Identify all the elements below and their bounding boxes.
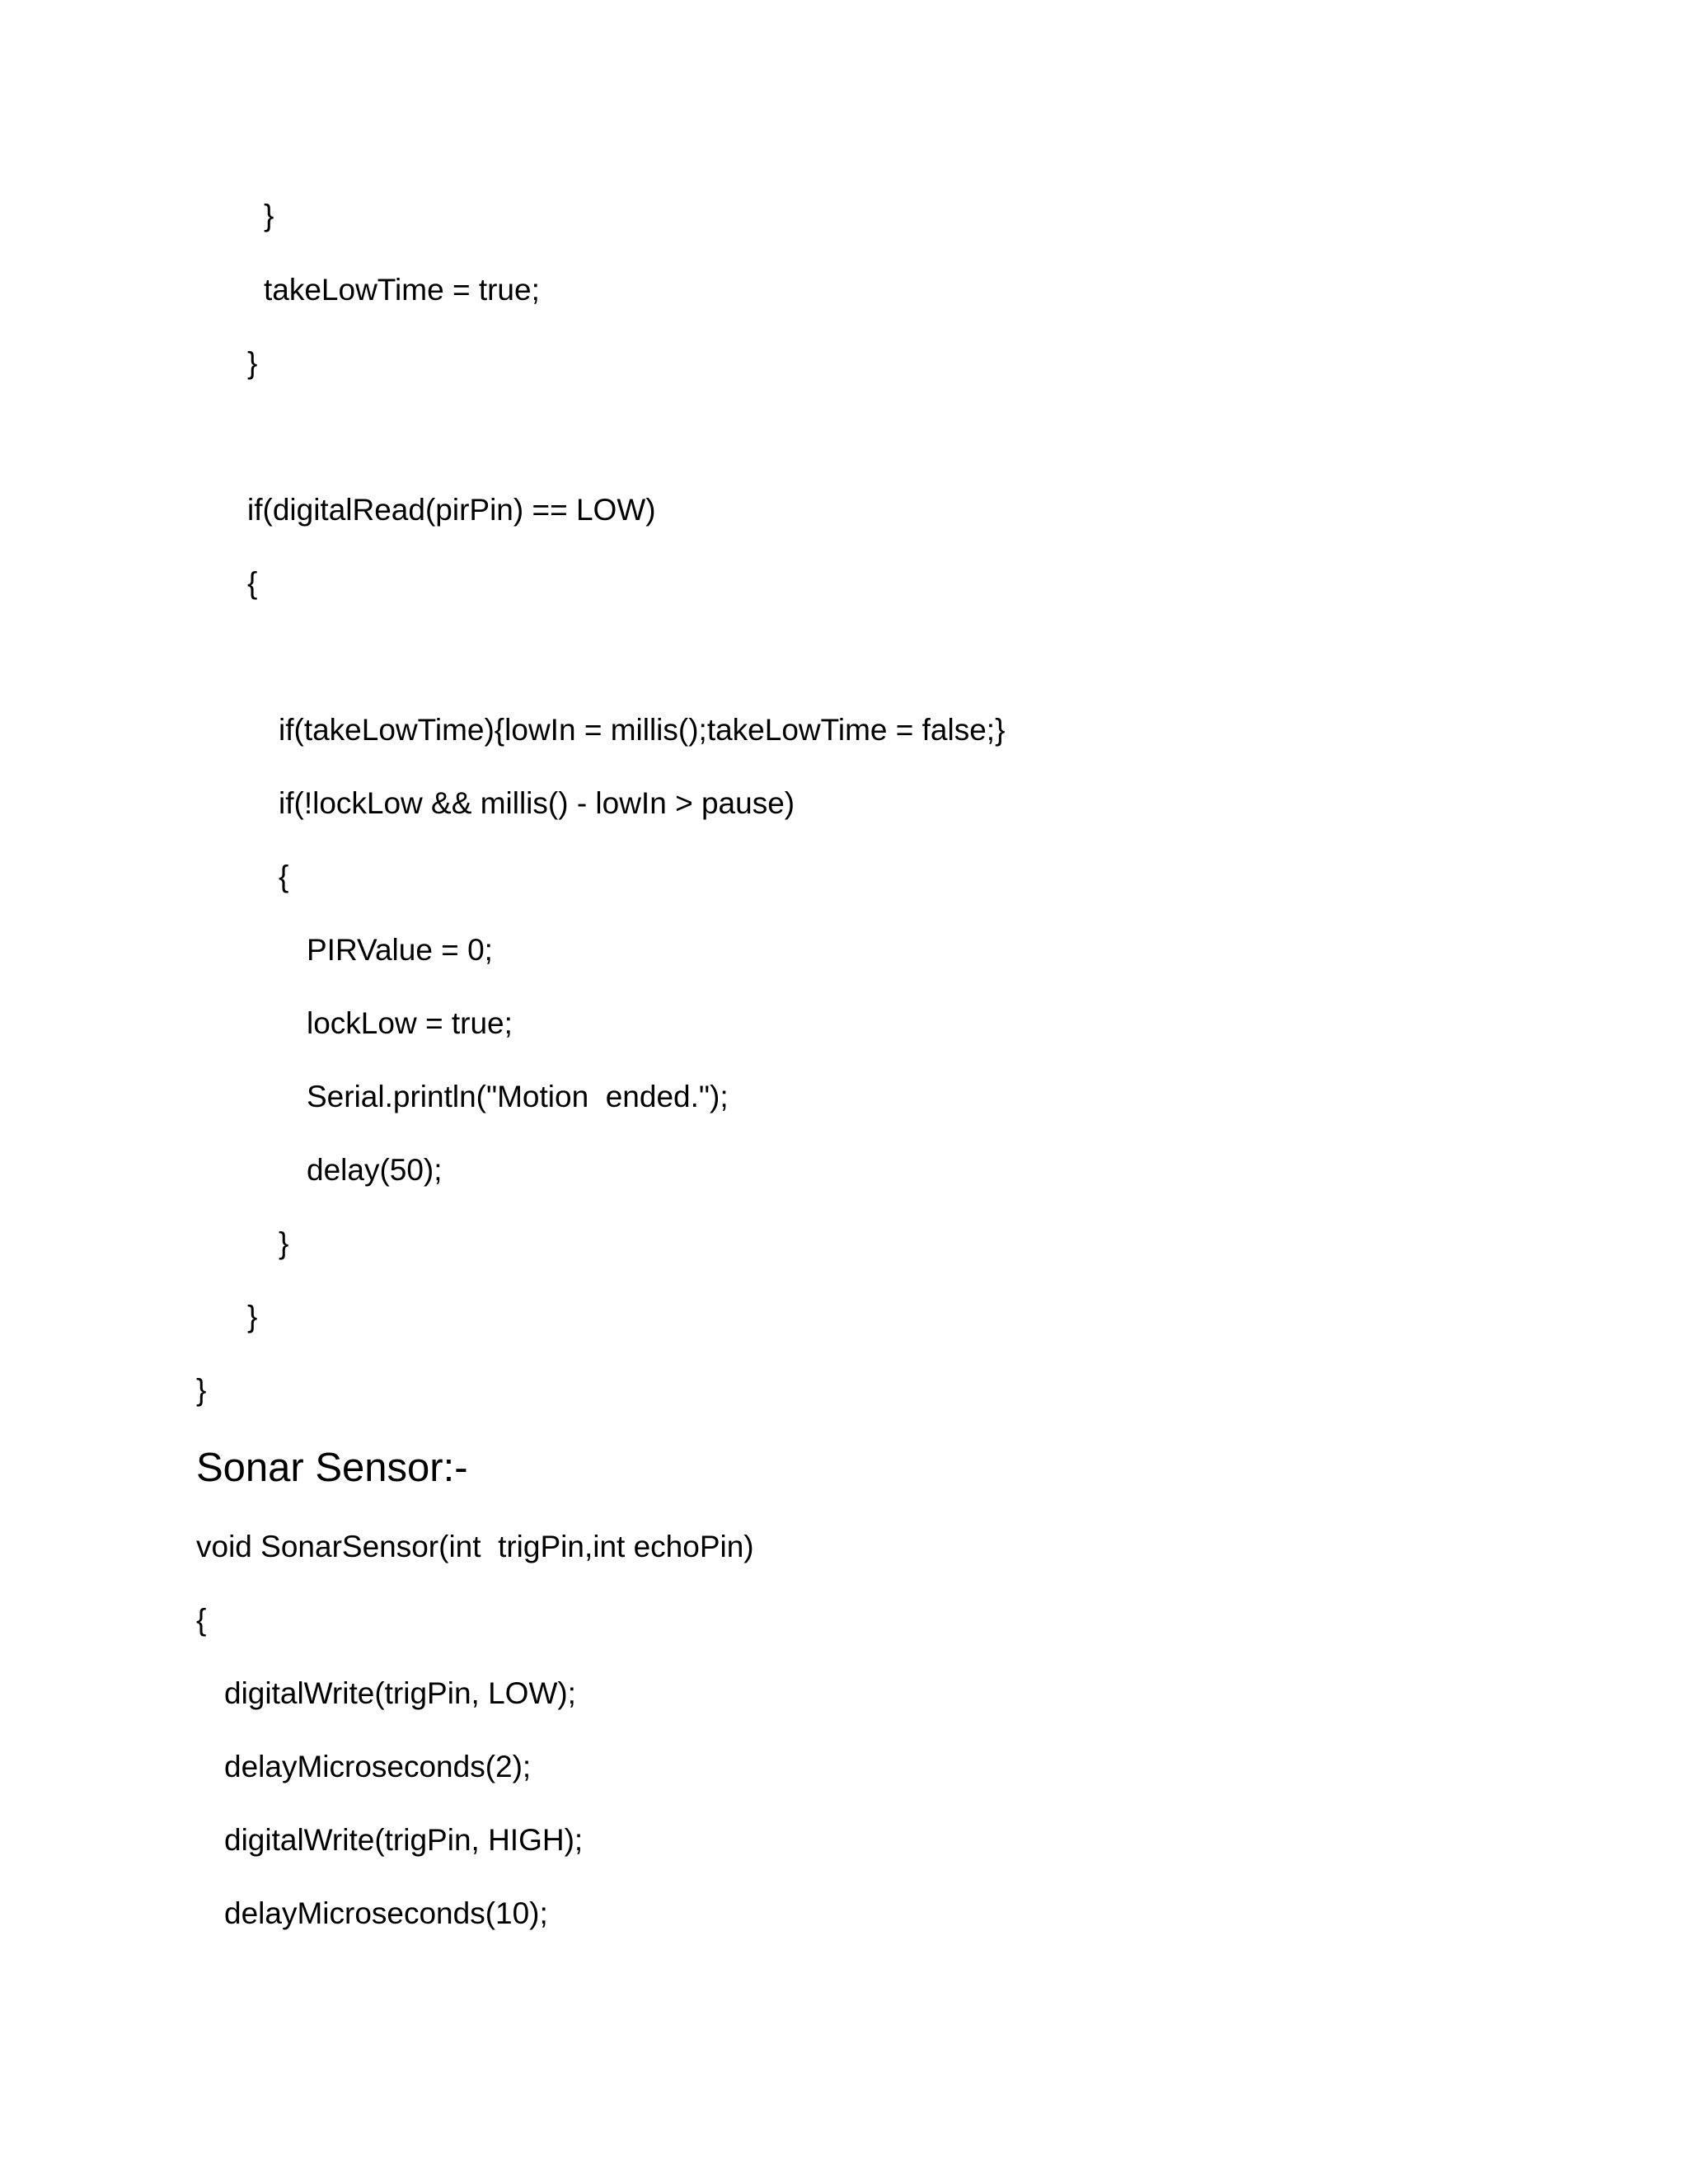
code-line: lockLow = true; — [307, 1006, 513, 1040]
code-line: void SonarSensor(int trigPin,int echoPin) — [196, 1530, 754, 1563]
code-line: Serial.println("Motion ended."); — [307, 1080, 729, 1113]
code-line: { — [196, 1603, 207, 1637]
code-line: delay(50); — [307, 1153, 443, 1187]
code-line: } — [247, 346, 258, 380]
code-line: } — [264, 199, 274, 232]
code-line: digitalWrite(trigPin, HIGH); — [224, 1823, 584, 1857]
code-line: { — [247, 566, 258, 600]
code-line: if(takeLowTime){lowIn = millis();takeLowTime = false;} — [279, 713, 1006, 747]
section-heading: Sonar Sensor:- — [196, 1446, 468, 1490]
code-line: delayMicroseconds(2); — [224, 1750, 532, 1783]
code-line: delayMicroseconds(10); — [224, 1896, 548, 1930]
code-line: } — [279, 1226, 289, 1260]
code-line: takeLowTime = true; — [264, 273, 540, 307]
code-line: } — [247, 1300, 258, 1333]
code-line: if(digitalRead(pirPin) == LOW) — [247, 493, 656, 527]
code-line: } — [196, 1373, 207, 1407]
code-line: if(!lockLow && millis() - lowIn > pause) — [279, 786, 795, 820]
code-line: digitalWrite(trigPin, LOW); — [224, 1676, 576, 1710]
code-line: { — [279, 860, 289, 893]
code-line: PIRValue = 0; — [307, 933, 493, 967]
